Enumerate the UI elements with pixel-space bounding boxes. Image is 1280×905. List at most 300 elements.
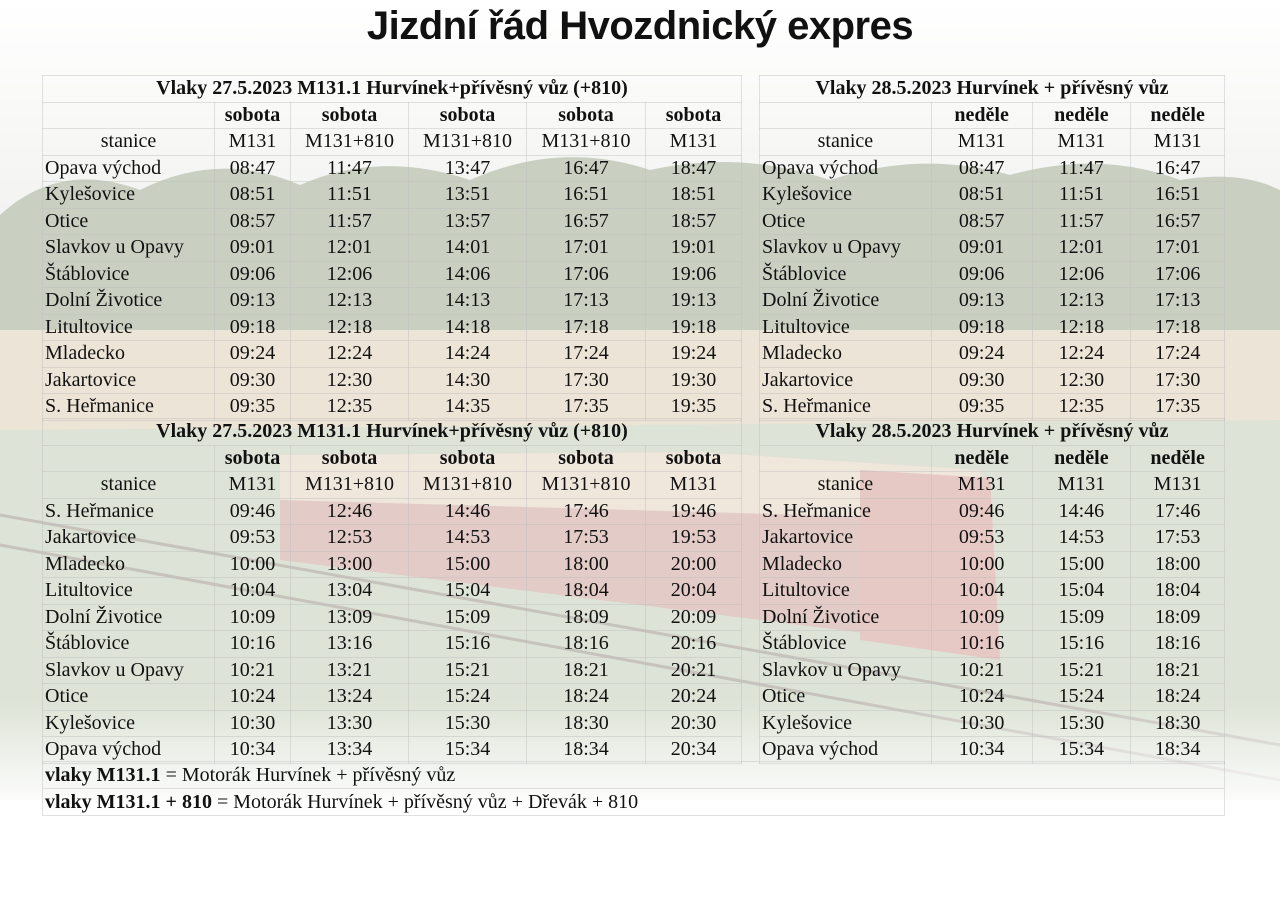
train-number: M131 <box>931 472 1032 499</box>
station-name: Slavkov u Opavy <box>43 657 215 684</box>
table-row <box>43 498 742 525</box>
station-column-label: stanice <box>43 129 215 156</box>
departure-time: 17:24 <box>527 341 646 368</box>
table-row <box>43 367 742 394</box>
station-name: Mladecko <box>760 341 932 368</box>
station-name: Kylešovice <box>43 710 215 737</box>
departure-time: 09:01 <box>931 235 1032 262</box>
departure-time: 18:47 <box>646 155 742 182</box>
station-name: Opava východ <box>760 737 932 764</box>
departure-time: 10:24 <box>215 684 291 711</box>
outbound-saturday-timetable <box>42 75 745 421</box>
station-name: Litultovice <box>760 314 932 341</box>
departure-time: 15:09 <box>409 604 527 631</box>
station-name: Jakartovice <box>760 525 932 552</box>
departure-time: 19:18 <box>646 314 742 341</box>
departure-time: 08:51 <box>931 182 1032 209</box>
departure-time: 11:57 <box>291 208 409 235</box>
departure-time: 15:24 <box>409 684 527 711</box>
departure-time: 20:30 <box>646 710 742 737</box>
table-row <box>43 155 742 182</box>
timetable <box>42 418 742 764</box>
departure-time: 19:06 <box>646 261 742 288</box>
timetable <box>759 75 1225 421</box>
station-name: Dolní Životice <box>43 288 215 315</box>
table-row <box>760 288 1225 315</box>
return-sunday-timetable <box>759 418 1225 764</box>
departure-time: 10:21 <box>215 657 291 684</box>
table-row <box>760 208 1225 235</box>
departure-time: 09:13 <box>931 288 1032 315</box>
departure-time: 18:09 <box>1131 604 1225 631</box>
departure-time: 17:53 <box>527 525 646 552</box>
departure-time: 18:30 <box>527 710 646 737</box>
train-number-row <box>43 129 742 156</box>
departure-time: 17:30 <box>1131 367 1225 394</box>
station-name: Kylešovice <box>760 710 932 737</box>
station-name: Kylešovice <box>43 182 215 209</box>
day-row-empty <box>760 102 932 129</box>
station-name: Otice <box>43 684 215 711</box>
departure-time: 18:16 <box>527 631 646 658</box>
station-name: Jakartovice <box>43 367 215 394</box>
station-name: Kylešovice <box>760 182 932 209</box>
departure-time: 17:13 <box>527 288 646 315</box>
departure-time: 10:34 <box>931 737 1032 764</box>
table-row <box>760 367 1225 394</box>
departure-time: 09:18 <box>931 314 1032 341</box>
table-row <box>760 525 1225 552</box>
station-column-label: stanice <box>43 472 215 499</box>
departure-time: 13:00 <box>291 551 409 578</box>
table-row <box>760 182 1225 209</box>
day-label: sobota <box>215 445 291 472</box>
table-row <box>760 551 1225 578</box>
train-number: M131 <box>215 472 291 499</box>
station-name: Otice <box>760 684 932 711</box>
departure-time: 10:16 <box>931 631 1032 658</box>
day-label: neděle <box>1131 102 1225 129</box>
departure-time: 13:16 <box>291 631 409 658</box>
departure-time: 15:21 <box>1032 657 1131 684</box>
departure-time: 09:53 <box>931 525 1032 552</box>
departure-time: 08:57 <box>931 208 1032 235</box>
day-label: neděle <box>931 102 1032 129</box>
departure-time: 08:47 <box>215 155 291 182</box>
departure-time: 14:01 <box>409 235 527 262</box>
table-row <box>760 341 1225 368</box>
table-row <box>43 261 742 288</box>
table-header-row <box>43 76 742 103</box>
train-number: M131+810 <box>527 129 646 156</box>
day-label: neděle <box>1131 445 1225 472</box>
departure-time: 15:00 <box>1032 551 1131 578</box>
departure-time: 17:18 <box>527 314 646 341</box>
departure-time: 13:24 <box>291 684 409 711</box>
departure-time: 10:09 <box>931 604 1032 631</box>
departure-time: 17:01 <box>1131 235 1225 262</box>
departure-time: 12:24 <box>1032 341 1131 368</box>
note-m131-810-text: = Motorák Hurvínek + přívěsný vůz + Dřevák + 810 <box>211 791 639 813</box>
station-name: Štáblovice <box>43 631 215 658</box>
station-name: Dolní Životice <box>760 288 932 315</box>
departure-time: 13:04 <box>291 578 409 605</box>
departure-time: 11:47 <box>291 155 409 182</box>
train-number-row <box>760 129 1225 156</box>
note-m131-key: vlaky M131.1 <box>45 764 161 786</box>
departure-time: 12:35 <box>1032 394 1131 421</box>
station-name: Otice <box>43 208 215 235</box>
departure-time: 12:01 <box>1032 235 1131 262</box>
table-row <box>43 631 742 658</box>
table-row <box>760 314 1225 341</box>
departure-time: 14:53 <box>409 525 527 552</box>
departure-time: 13:47 <box>409 155 527 182</box>
station-name: Štáblovice <box>43 261 215 288</box>
departure-time: 10:00 <box>931 551 1032 578</box>
departure-time: 17:24 <box>1131 341 1225 368</box>
train-number: M131+810 <box>527 472 646 499</box>
train-number: M131 <box>1131 129 1225 156</box>
day-row-empty <box>43 445 215 472</box>
departure-time: 18:16 <box>1131 631 1225 658</box>
station-name: Slavkov u Opavy <box>760 657 932 684</box>
day-row <box>43 102 742 129</box>
table-header: Vlaky 27.5.2023 M131.1 Hurvínek+přívěsný vůz (+810) <box>43 76 742 103</box>
departure-time: 15:04 <box>1032 578 1131 605</box>
departure-time: 12:30 <box>291 367 409 394</box>
departure-time: 09:13 <box>215 288 291 315</box>
departure-time: 14:46 <box>1032 498 1131 525</box>
day-label: neděle <box>931 445 1032 472</box>
table-row <box>760 578 1225 605</box>
departure-time: 11:51 <box>291 182 409 209</box>
station-name: Slavkov u Opavy <box>43 235 215 262</box>
table-row <box>43 182 742 209</box>
table-row <box>760 394 1225 421</box>
departure-time: 18:51 <box>646 182 742 209</box>
departure-time: 14:18 <box>409 314 527 341</box>
table-row <box>760 235 1225 262</box>
departure-time: 12:18 <box>1032 314 1131 341</box>
table-header: Vlaky 28.5.2023 Hurvínek + přívěsný vůz <box>760 76 1225 103</box>
departure-time: 14:24 <box>409 341 527 368</box>
departure-time: 18:04 <box>1131 578 1225 605</box>
table-row <box>43 394 742 421</box>
table-row <box>43 525 742 552</box>
departure-time: 12:01 <box>291 235 409 262</box>
departure-time: 09:24 <box>215 341 291 368</box>
departure-time: 15:30 <box>409 710 527 737</box>
departure-time: 17:46 <box>527 498 646 525</box>
departure-time: 10:24 <box>931 684 1032 711</box>
departure-time: 14:13 <box>409 288 527 315</box>
departure-time: 18:34 <box>1131 737 1225 764</box>
day-label: sobota <box>291 445 409 472</box>
day-label: sobota <box>646 102 742 129</box>
departure-time: 15:04 <box>409 578 527 605</box>
departure-time: 11:47 <box>1032 155 1131 182</box>
legend-notes <box>42 761 1225 816</box>
station-name: Litultovice <box>43 578 215 605</box>
departure-time: 13:30 <box>291 710 409 737</box>
table-row <box>760 155 1225 182</box>
outbound-sunday-timetable <box>759 75 1225 421</box>
departure-time: 13:57 <box>409 208 527 235</box>
departure-time: 11:57 <box>1032 208 1131 235</box>
departure-time: 09:46 <box>931 498 1032 525</box>
departure-time: 19:13 <box>646 288 742 315</box>
departure-time: 09:30 <box>215 367 291 394</box>
departure-time: 15:24 <box>1032 684 1131 711</box>
departure-time: 17:13 <box>1131 288 1225 315</box>
departure-time: 16:51 <box>1131 182 1225 209</box>
day-label: sobota <box>527 102 646 129</box>
departure-time: 12:30 <box>1032 367 1131 394</box>
departure-time: 17:06 <box>527 261 646 288</box>
train-number-row <box>43 472 742 499</box>
departure-time: 18:57 <box>646 208 742 235</box>
departure-time: 20:21 <box>646 657 742 684</box>
table-row <box>43 578 742 605</box>
departure-time: 15:16 <box>1032 631 1131 658</box>
departure-time: 10:30 <box>215 710 291 737</box>
station-name: Opava východ <box>43 737 215 764</box>
departure-time: 12:06 <box>1032 261 1131 288</box>
departure-time: 20:09 <box>646 604 742 631</box>
departure-time: 19:53 <box>646 525 742 552</box>
table-row <box>760 604 1225 631</box>
train-number: M131 <box>215 129 291 156</box>
table-row <box>43 235 742 262</box>
departure-time: 18:30 <box>1131 710 1225 737</box>
departure-time: 19:30 <box>646 367 742 394</box>
departure-time: 10:16 <box>215 631 291 658</box>
table-row <box>43 341 742 368</box>
timetable <box>759 418 1225 764</box>
departure-time: 13:51 <box>409 182 527 209</box>
departure-time: 18:04 <box>527 578 646 605</box>
departure-time: 09:24 <box>931 341 1032 368</box>
table-row <box>43 737 742 764</box>
departure-time: 12:13 <box>291 288 409 315</box>
departure-time: 17:53 <box>1131 525 1225 552</box>
table-row <box>43 710 742 737</box>
departure-time: 09:01 <box>215 235 291 262</box>
day-label: sobota <box>409 102 527 129</box>
departure-time: 15:16 <box>409 631 527 658</box>
departure-time: 09:35 <box>215 394 291 421</box>
departure-time: 09:46 <box>215 498 291 525</box>
departure-time: 20:04 <box>646 578 742 605</box>
departure-time: 09:53 <box>215 525 291 552</box>
departure-time: 18:24 <box>1131 684 1225 711</box>
departure-time: 14:35 <box>409 394 527 421</box>
train-number: M131 <box>646 472 742 499</box>
station-name: Litultovice <box>43 314 215 341</box>
timetable <box>42 75 742 421</box>
departure-time: 12:24 <box>291 341 409 368</box>
station-name: Otice <box>760 208 932 235</box>
station-name: Dolní Životice <box>43 604 215 631</box>
table-row <box>43 551 742 578</box>
departure-time: 15:21 <box>409 657 527 684</box>
table-row <box>43 208 742 235</box>
table-header-row <box>43 419 742 446</box>
table-row <box>43 684 742 711</box>
table-header-row <box>760 419 1225 446</box>
station-name: Opava východ <box>760 155 932 182</box>
day-label: neděle <box>1032 102 1131 129</box>
departure-time: 14:46 <box>409 498 527 525</box>
station-name: Jakartovice <box>43 525 215 552</box>
train-number: M131 <box>931 129 1032 156</box>
departure-time: 14:30 <box>409 367 527 394</box>
departure-time: 08:51 <box>215 182 291 209</box>
station-name: Opava východ <box>43 155 215 182</box>
departure-time: 08:47 <box>931 155 1032 182</box>
departure-time: 16:47 <box>527 155 646 182</box>
departure-time: 10:30 <box>931 710 1032 737</box>
departure-time: 16:47 <box>1131 155 1225 182</box>
table-header: Vlaky 27.5.2023 M131.1 Hurvínek+přívěsný vůz (+810) <box>43 419 742 446</box>
station-name: Štáblovice <box>760 631 932 658</box>
day-label: sobota <box>215 102 291 129</box>
departure-time: 15:00 <box>409 551 527 578</box>
day-label: sobota <box>291 102 409 129</box>
departure-time: 19:46 <box>646 498 742 525</box>
station-column-label: stanice <box>760 472 932 499</box>
station-name: Slavkov u Opavy <box>760 235 932 262</box>
table-header: Vlaky 28.5.2023 Hurvínek + přívěsný vůz <box>760 419 1225 446</box>
departure-time: 09:30 <box>931 367 1032 394</box>
day-label: sobota <box>527 445 646 472</box>
station-name: Mladecko <box>43 341 215 368</box>
departure-time: 16:57 <box>1131 208 1225 235</box>
station-name: Dolní Životice <box>760 604 932 631</box>
table-row <box>760 261 1225 288</box>
day-row <box>760 445 1225 472</box>
table-row <box>760 498 1225 525</box>
departure-time: 09:35 <box>931 394 1032 421</box>
departure-time: 13:09 <box>291 604 409 631</box>
departure-time: 19:24 <box>646 341 742 368</box>
station-name: S. Heřmanice <box>760 394 932 421</box>
departure-time: 17:46 <box>1131 498 1225 525</box>
station-name: S. Heřmanice <box>43 498 215 525</box>
departure-time: 17:30 <box>527 367 646 394</box>
departure-time: 12:46 <box>291 498 409 525</box>
train-number: M131 <box>1131 472 1225 499</box>
page-title: Jizdní řád Hvozdnický expres <box>366 4 914 48</box>
departure-time: 17:18 <box>1131 314 1225 341</box>
station-name: Jakartovice <box>760 367 932 394</box>
departure-time: 20:00 <box>646 551 742 578</box>
departure-time: 18:24 <box>527 684 646 711</box>
departure-time: 17:35 <box>527 394 646 421</box>
note-m131 <box>42 761 1225 789</box>
departure-time: 20:16 <box>646 631 742 658</box>
table-header-row <box>760 76 1225 103</box>
station-column-label: stanice <box>760 129 932 156</box>
table-row <box>43 314 742 341</box>
departure-time: 18:34 <box>527 737 646 764</box>
departure-time: 18:21 <box>527 657 646 684</box>
day-label: sobota <box>646 445 742 472</box>
station-name: S. Heřmanice <box>760 498 932 525</box>
departure-time: 19:35 <box>646 394 742 421</box>
note-m131-810-key: vlaky M131.1 + 810 <box>45 791 212 813</box>
train-number: M131 <box>646 129 742 156</box>
departure-time: 10:00 <box>215 551 291 578</box>
departure-time: 18:00 <box>527 551 646 578</box>
station-name: Mladecko <box>760 551 932 578</box>
return-saturday-timetable <box>42 418 745 764</box>
table-row <box>760 737 1225 764</box>
departure-time: 17:35 <box>1131 394 1225 421</box>
departure-time: 18:00 <box>1131 551 1225 578</box>
day-row <box>43 445 742 472</box>
departure-time: 18:21 <box>1131 657 1225 684</box>
departure-time: 10:21 <box>931 657 1032 684</box>
station-name: Litultovice <box>760 578 932 605</box>
departure-time: 14:53 <box>1032 525 1131 552</box>
departure-time: 09:18 <box>215 314 291 341</box>
departure-time: 19:01 <box>646 235 742 262</box>
train-number: M131 <box>1032 129 1131 156</box>
train-number: M131 <box>1032 472 1131 499</box>
departure-time: 20:34 <box>646 737 742 764</box>
note-m131-text: = Motorák Hurvínek + přívěsný vůz <box>160 764 456 786</box>
departure-time: 15:34 <box>409 737 527 764</box>
departure-time: 10:09 <box>215 604 291 631</box>
departure-time: 15:30 <box>1032 710 1131 737</box>
departure-time: 10:04 <box>215 578 291 605</box>
departure-time: 09:06 <box>215 261 291 288</box>
departure-time: 11:51 <box>1032 182 1131 209</box>
train-number: M131+810 <box>291 472 409 499</box>
departure-time: 20:24 <box>646 684 742 711</box>
train-number: M131+810 <box>291 129 409 156</box>
train-number: M131+810 <box>409 129 527 156</box>
departure-time: 12:18 <box>291 314 409 341</box>
departure-time: 10:34 <box>215 737 291 764</box>
departure-time: 14:06 <box>409 261 527 288</box>
departure-time: 17:01 <box>527 235 646 262</box>
train-number: M131+810 <box>409 472 527 499</box>
departure-time: 16:51 <box>527 182 646 209</box>
departure-time: 13:34 <box>291 737 409 764</box>
departure-time: 08:57 <box>215 208 291 235</box>
table-row <box>43 657 742 684</box>
day-label: sobota <box>409 445 527 472</box>
table-row <box>43 604 742 631</box>
departure-time: 18:09 <box>527 604 646 631</box>
departure-time: 16:57 <box>527 208 646 235</box>
table-row <box>43 288 742 315</box>
station-name: Mladecko <box>43 551 215 578</box>
departure-time: 12:13 <box>1032 288 1131 315</box>
station-name: S. Heřmanice <box>43 394 215 421</box>
table-row <box>760 710 1225 737</box>
note-m131-810 <box>42 789 1225 816</box>
train-number-row <box>760 472 1225 499</box>
table-row <box>760 631 1225 658</box>
departure-time: 13:21 <box>291 657 409 684</box>
departure-time: 17:06 <box>1131 261 1225 288</box>
departure-time: 12:35 <box>291 394 409 421</box>
day-row-empty <box>43 102 215 129</box>
